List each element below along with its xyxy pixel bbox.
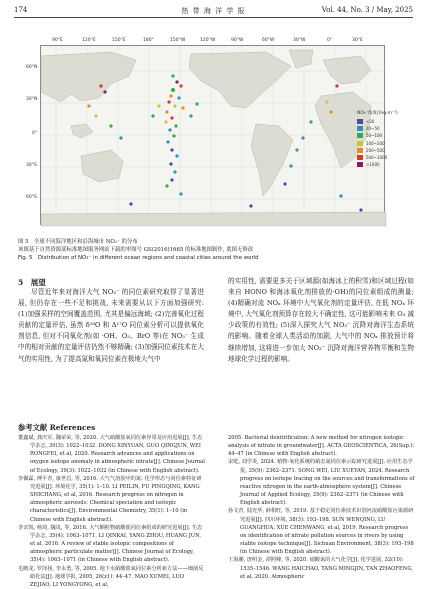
data-point <box>174 124 177 127</box>
data-point <box>329 110 332 113</box>
reference-entry: 孙文青, 陆光华, 薛相旺, 等, 2019. 基于稳定同位素技术识别河流硝酸盐污染源研究进展[J]. 四川环境, 38(3): 193–198. SUN WENQING, LU GUANGHUA, XUE CHENWANG, et al, 2019. Research progress on identification of nitrate pollution sources in rivers by using stable isotope technique[J]. Sichuan Environment, 38(3): 193–198 (in Chinese with English abstract). <box>228 508 414 556</box>
legend-swatch <box>357 126 363 131</box>
world-map-figure <box>40 45 398 225</box>
lat-label: 30°S <box>26 163 37 168</box>
data-point <box>167 100 170 103</box>
legend-swatch <box>357 119 363 124</box>
lat-label: 60°S <box>26 195 37 200</box>
legend-label: 100~200 <box>366 140 385 146</box>
body-column-right <box>228 276 414 365</box>
reference-entry: 董鑫斌, 龚庆军, 魏荣荣, 等, 2020. 大气硝酸盐氧同位素异常及应用进展[J]. 生态学杂志, 39(3): 1022–1032. DONG XINYUAN, GUO QINGJUN, WEI RONGFEI, et al, 2020. Research advances and applications on oxygen isotope anomaly in atmospheric nitrate[J]. Chinese Journal of Ecology, 39(3): 1022–1032 (in Chinese with English abstract). <box>18 435 205 474</box>
data-point <box>181 106 184 109</box>
data-point <box>170 116 173 119</box>
data-point <box>179 84 182 87</box>
data-point <box>177 96 180 99</box>
data-point <box>335 84 338 87</box>
legend-item <box>357 132 417 139</box>
legend-label: 20~50 <box>366 126 380 132</box>
references-title: 参考文献 References <box>18 423 96 432</box>
lon-label: 90°E <box>52 38 63 43</box>
legend-item <box>357 147 417 154</box>
data-point <box>168 128 171 131</box>
data-point <box>173 170 176 173</box>
lon-label: 90°W <box>231 38 244 43</box>
data-point <box>295 148 298 151</box>
latitude-labels <box>26 45 40 225</box>
lon-label: 120°W <box>200 38 216 43</box>
reference-entry: 毛瞻龙, 罗泽扬, 李永勇, 等, 2005. 地下水硝酸盐氮同位素分析新方法——细菌反硝化法[J]. 地球学报, 2005, 26(z1): 44–47. MAO XUMEI, LUO ZEJIAO, LI YONGYONG, et al, <box>18 565 204 588</box>
reference-entry: 2005. Bacterial denitrification: A new method for nitrogen isotopic analysis of nitrate in groundwater[J]. ACTA GEOSCIENTICA, 26(Sup.): 44–47 (in Chinese with English abstract). <box>228 435 415 458</box>
data-point <box>179 192 182 195</box>
data-point <box>157 104 160 107</box>
data-point <box>109 124 112 127</box>
map-legend <box>357 110 417 172</box>
reference-entry: 宋屹, 刘学炎, 2024. 植物-氧化系统的硝态氮同位素示踪研究进展[J]. 应用生态学报, 35(9): 2362–2371. SONG WEI, LIU XUEYAN, 2024. Research progress on isotope tracing on the sources and transformations of reactive nitrogen in the earth-atmosphere system[J]. Chinese Journal of Applied Ecology, 35(9): 2362–2371 (in Chinese with English abstract). <box>228 459 415 507</box>
lat-label: 0° <box>32 131 38 136</box>
legend-swatch <box>357 148 363 153</box>
data-point <box>189 114 192 117</box>
data-point <box>99 84 102 87</box>
data-point <box>119 136 122 139</box>
volume-info: Vol. 44, No. 3 / May, 2025 <box>321 6 413 14</box>
lon-label: 60°W <box>262 38 275 43</box>
lon-label: 30°W <box>293 38 306 43</box>
data-point <box>151 114 154 117</box>
data-point <box>103 90 106 93</box>
figure-caption-en: Fig. 5 Distribution of NO₃⁻ in different ocean regions and coastal cities around the world <box>18 255 259 261</box>
page-number: 174 <box>14 6 28 14</box>
legend-label: 200~500 <box>366 147 385 153</box>
legend-swatch <box>357 141 363 146</box>
data-point <box>289 164 292 167</box>
figure-caption-cn: 图 5 全球不同海洋地区和沿海城市 NO₃⁻ 的分布 <box>18 239 138 245</box>
data-point <box>171 74 174 77</box>
data-point <box>175 154 178 157</box>
legend-swatch <box>357 133 363 138</box>
legend-label: 50~100 <box>366 133 383 139</box>
data-point <box>166 140 169 143</box>
reference-entry: 李亲凯, 杨琦, 魏岚, 等, 2016. 大气颗粒物硝酸盐同位素组成的研究进展[J]. 生态学杂志, 35(4): 1063–1071. LI QINKAI, YANG ZHOU, HUANG JUN, et al, 2016. A review of stable isotopic compositions of atmospheric particulate matter[J]. Chinese Journal of Ecology, 35(4): 1063–1071 (in Chinese with English abstract). <box>18 524 203 564</box>
figure-note-cn: 该图基于自然资源部标准地图服务网站下载的审图号 GS(2016)1665 的标准地图制作, 底图无修改 <box>18 247 254 253</box>
data-point <box>170 148 173 151</box>
data-point <box>129 202 132 205</box>
legend-item <box>357 161 417 168</box>
data-point <box>170 178 173 181</box>
continents <box>41 50 386 226</box>
legend-label: 500~1000 <box>366 155 388 161</box>
legend-label: >1000 <box>366 162 380 168</box>
data-point <box>164 120 167 123</box>
lon-label: 30°E <box>352 38 363 43</box>
lat-label: 30°N <box>26 97 38 102</box>
references-column-left <box>18 434 206 589</box>
world-map <box>41 46 386 226</box>
data-point <box>249 204 252 207</box>
section-title: 5 展望 <box>18 278 46 287</box>
data-point <box>171 88 175 92</box>
data-point <box>359 208 362 211</box>
references-column-right <box>228 434 416 581</box>
data-point <box>325 100 328 103</box>
data-point <box>301 136 304 139</box>
data-point <box>165 110 168 113</box>
data-point <box>309 120 312 123</box>
header-rule <box>14 17 413 18</box>
body-paragraph: 尽管近年来对海洋大气 NO₃⁻ 的同位素研究取得了显著进展, 但仍存在一些不足和挑战, 未来需要从以下方面加强研究: (1)加强采样的空间覆盖范围, 尤其是偏远海域; (2)完善氧化过程贡献的定量评估, 虽然 δ¹⁸O 和 Δ¹⁷O 同位素分析可以提供氧化剂信息, 但对不同氧化剂(如 ·OH、O₃、BrO 等)在 NO₃⁻ 生成中的相对贡献的定量评估仍然不够精确; (3)加强同位素技术在大气的实用性, 为了提高氮和氧同位素在极地大气中 <box>18 288 204 363</box>
data-point <box>339 194 342 197</box>
legend-swatch <box>357 162 363 167</box>
body-column-left <box>18 287 204 365</box>
lon-label: 150°W <box>170 38 186 43</box>
legend-item <box>357 140 417 147</box>
data-point <box>195 102 198 105</box>
data-point <box>165 184 168 187</box>
data-point <box>173 104 176 107</box>
data-point <box>87 104 90 107</box>
reference-entry: 王海潮, 唐明金, 谭照峰, 等, 2020. 硝酸氮的大气化学[J]. 化学进展, 32(10): 1535–1546. WANG HAICHAO, TANG MINGJIN, TAN ZHAOFENG, et al, 2020. Atmospheric <box>228 557 413 580</box>
legend-item <box>357 154 417 161</box>
lon-label: 150°E <box>112 38 126 43</box>
legend-swatch <box>357 155 363 160</box>
data-point <box>169 94 172 97</box>
running-header <box>14 5 413 17</box>
data-point <box>172 134 175 137</box>
data-point <box>175 80 178 83</box>
lat-label: 60°N <box>26 65 38 70</box>
legend-title: NO₃⁻浓度/(ng·m⁻³) <box>357 111 398 116</box>
data-point <box>169 162 172 165</box>
legend-label: <20 <box>366 119 375 125</box>
lon-label: 120°E <box>82 38 96 43</box>
body-paragraph: 的实用性, 需要更多关于区域源(如海冰上的积雪)和区域过程(如来自 HONO 和海冰氧化剂排放的·OH)的同位素组成的测量; (4)精确对流 NOₓ 环境中大气氧化剂的定量评估, 在低 NOₓ 环境中, 大气氧化剂预算存在较大不确定性, 这可能影响未来 O₃ 减少政策的有效性; (5)深入探究大气 NO₃⁻ 沉降对海洋生态系统的影响。随着全球人类活动的加剧, 大气中的 NOₓ 排放预计将继续增加, 这将进一步加大 NO₃⁻ 沉降对海洋营养物平衡和生物地球化学过程的影响。 <box>228 277 414 363</box>
journal-title: 热 带 海 洋 学 报 <box>181 7 246 15</box>
lon-label: 0° <box>327 38 333 43</box>
data-point <box>94 114 97 117</box>
data-point <box>283 182 286 185</box>
legend-item <box>357 118 417 125</box>
reference-entry: 李佩霖, 傅平青, 康世昌, 等, 2016. 大气气溶胶中的氮: 化学形态与同位素特征研究进展[J]. 环境化学, 35(1): 1–10. LI PEILIN, FU PINGQING, KANG SHICHANG, et al, 2016. Research progress on nitrogen in atmospheric aerosols: Chemical speciation and isotopic characteristics[J]. Environmental Chemistry, 35(1): 1–10 (in Chinese with English abstract). <box>18 475 202 523</box>
legend-item <box>357 125 417 132</box>
lon-label: 180° <box>143 38 154 43</box>
